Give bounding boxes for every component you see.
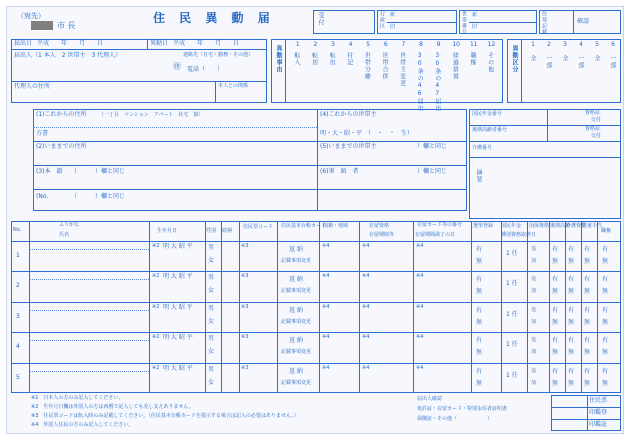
- table-subheader: 資格取得日: [511, 232, 537, 238]
- confirm-line: 保険証・その他（ ）: [417, 416, 493, 422]
- note-4: ※4: [322, 273, 330, 280]
- no-paren: （: [71, 193, 78, 200]
- move-category-label: 異動区分: [511, 45, 518, 73]
- flag-yes[interactable]: 有: [584, 246, 591, 253]
- flag-yes[interactable]: 有: [568, 367, 575, 375]
- table-header: 住民基本台帳カード: [281, 223, 327, 229]
- election-no[interactable]: 無: [476, 288, 483, 296]
- footnote: ※3 住民票コードは転入時のみ記載してください。（住民基本台帳カードを提示する場合は記入の必要はありません。）: [31, 413, 299, 419]
- sex-female[interactable]: 女: [208, 317, 215, 325]
- table-header: 国民年金: [501, 223, 522, 229]
- table-header: 介護資格: [566, 223, 587, 229]
- flag-no[interactable]: 無: [568, 318, 575, 326]
- flag-no[interactable]: 無: [584, 379, 591, 387]
- note-4: ※4: [322, 364, 330, 371]
- table-header: ふりがな: [59, 222, 80, 228]
- nhi-add2[interactable]: 加: [531, 288, 537, 295]
- notifier-label: 届出人（1 本人 2 世帯主 3 代理人）: [14, 52, 122, 59]
- pension-nin[interactable]: 1 任: [506, 250, 518, 257]
- flag-no[interactable]: 無: [568, 379, 575, 387]
- election-yes[interactable]: 有: [476, 337, 483, 345]
- notify-date-value[interactable]: 平成 年 月 日: [37, 40, 104, 47]
- flag-no[interactable]: 無: [584, 318, 591, 326]
- move-category-number: 2: [547, 41, 551, 48]
- note-3: ※3: [241, 273, 249, 280]
- move-event-item[interactable]: 職権: [469, 52, 476, 66]
- nhi-add2[interactable]: 加: [531, 318, 537, 325]
- flag-yes[interactable]: 有: [568, 246, 575, 253]
- move-date-value[interactable]: 平成 年 月 日: [173, 40, 240, 47]
- receipt-label: 受付: [317, 12, 324, 26]
- election-no[interactable]: 無: [476, 258, 483, 265]
- birth-era[interactable]: 明 大 昭 平: [163, 334, 193, 342]
- note-4: ※4: [416, 334, 424, 341]
- table-col-line: [205, 221, 206, 393]
- flag-no[interactable]: 無: [568, 258, 575, 265]
- flag-no[interactable]: 無: [602, 288, 609, 296]
- sex-male[interactable]: 男: [208, 274, 215, 282]
- flag-yes[interactable]: 有: [552, 337, 559, 345]
- table-col-line: [527, 221, 528, 393]
- row-number: 1: [16, 252, 20, 259]
- flag-no[interactable]: 無: [602, 349, 609, 357]
- confirm-line: 届出人確認: [417, 396, 443, 402]
- move-event-number: 8: [419, 41, 423, 48]
- move-category-item[interactable]: 一部: [577, 55, 584, 69]
- table-header: 氏名: [59, 232, 70, 238]
- note-4: ※4: [416, 303, 424, 310]
- move-category-number: 1: [531, 41, 535, 48]
- table-header: 在留カード等の番号: [417, 222, 463, 228]
- table-row-line: [11, 302, 621, 303]
- table-col-line: [277, 221, 278, 393]
- move-event-number: 3: [331, 41, 335, 48]
- katagaki-label: 方書: [36, 130, 49, 137]
- move-event-number: 5: [366, 41, 371, 48]
- form-sheet: [6, 6, 624, 434]
- table-header: 職権: [601, 228, 612, 234]
- pension-nin[interactable]: 1 任: [506, 341, 518, 349]
- furigana-line: [29, 279, 149, 280]
- birth-era[interactable]: 明 大 昭 平: [163, 303, 193, 311]
- move-event-item[interactable]: 転出: [328, 52, 336, 66]
- table-subheader: 種別: [501, 232, 512, 238]
- table-col-line: [221, 221, 222, 393]
- table-header: 生年月日: [157, 228, 178, 234]
- table-header: 児童手当: [582, 223, 603, 229]
- move-category-number: 3: [563, 41, 567, 48]
- hittousha-label: (6)筆 頭 者: [320, 168, 359, 175]
- birth-era[interactable]: 明 大 昭 平: [163, 243, 193, 250]
- sex-female[interactable]: 女: [208, 287, 215, 295]
- table-col-line: [501, 221, 502, 393]
- table-col-line: [149, 221, 150, 393]
- table-header: No.: [13, 227, 22, 233]
- table-header: 在留資格: [369, 223, 390, 229]
- ward-new: 新: [390, 12, 396, 18]
- move-category-number: 6: [611, 41, 615, 48]
- issue-item[interactable]: 印鑑登: [589, 409, 608, 416]
- flag-yes[interactable]: 有: [552, 306, 559, 314]
- flag-no[interactable]: 無: [602, 318, 609, 326]
- flag-no[interactable]: 無: [552, 379, 559, 387]
- sex-male[interactable]: 男: [208, 335, 215, 343]
- issue-item[interactable]: 印鑑証: [589, 421, 608, 428]
- flag-yes[interactable]: 有: [568, 306, 575, 314]
- note-4: ※4: [416, 243, 424, 249]
- row-number: 4: [16, 343, 20, 351]
- record-label: 住基記載: [541, 11, 547, 35]
- elder-no-label: 後期高齢者番号: [472, 127, 508, 133]
- pension-nin[interactable]: 1 任: [506, 310, 518, 318]
- table-header: 選挙登録: [473, 223, 494, 229]
- sex-female[interactable]: 女: [208, 348, 215, 356]
- table-col-line: [581, 221, 582, 393]
- sex-female[interactable]: 女: [208, 378, 215, 386]
- election-no[interactable]: 無: [476, 318, 483, 326]
- sex-male[interactable]: 男: [208, 244, 215, 251]
- card-change[interactable]: 記載事項変更: [281, 349, 312, 356]
- note-3: ※3: [241, 303, 249, 310]
- table-header: 住民票コード: [243, 224, 274, 230]
- table-col-line: [359, 221, 360, 393]
- note-4: ※4: [322, 334, 330, 341]
- flag-no[interactable]: 無: [552, 288, 559, 296]
- move-event-number: 10: [452, 41, 460, 48]
- table-header: 後期高齢: [550, 223, 571, 229]
- flag-no[interactable]: 無: [568, 288, 575, 296]
- table-col-line: [413, 221, 414, 393]
- card-issue-2: 交付: [591, 133, 602, 139]
- old-head-same: ）欄と同じ: [417, 143, 448, 150]
- flag-yes[interactable]: 有: [584, 367, 591, 375]
- table-header: 国籍・地域: [323, 223, 349, 229]
- move-event-item[interactable]: 転入: [293, 52, 300, 66]
- flag-no[interactable]: 無: [552, 349, 559, 357]
- move-category-number: 4: [579, 41, 583, 48]
- note-2: ※2: [152, 273, 160, 280]
- election-yes[interactable]: 有: [476, 367, 483, 375]
- move-category-item[interactable]: 一部: [545, 55, 552, 69]
- note-4: ※4: [322, 303, 330, 310]
- table-col-line: [565, 221, 566, 393]
- card-change[interactable]: 記載事項変更: [281, 288, 312, 295]
- note-4: ※4: [416, 273, 424, 280]
- move-event-item[interactable]: 世帯分離: [363, 52, 371, 80]
- furigana-line: [29, 371, 149, 372]
- footnote: ※4 外国人住民の方のみ記入してください。: [31, 422, 134, 428]
- flag-no[interactable]: 無: [584, 258, 591, 265]
- card-change[interactable]: 記載事項変更: [281, 318, 312, 325]
- card-return[interactable]: 返 納: [289, 306, 303, 314]
- note-3: ※3: [241, 334, 249, 341]
- note-3: ※3: [241, 364, 249, 371]
- sex-male[interactable]: 男: [208, 365, 215, 373]
- row-number: 5: [16, 373, 20, 381]
- no-same: ）欄と同じ: [95, 193, 126, 200]
- election-yes[interactable]: 有: [476, 246, 483, 253]
- card-return[interactable]: 返 納: [289, 276, 303, 284]
- honseki-label: (3)本 籍: [36, 168, 63, 175]
- nhi-add[interactable]: 追: [531, 337, 537, 344]
- issue-item[interactable]: 住民票: [589, 397, 608, 404]
- flag-yes[interactable]: 有: [568, 276, 575, 284]
- flag-yes[interactable]: 有: [552, 246, 559, 253]
- move-event-number: 1: [295, 41, 300, 48]
- election-no[interactable]: 無: [476, 349, 483, 357]
- honseki-same: ）欄と同じ: [95, 168, 126, 175]
- move-category-item[interactable]: 全: [529, 55, 536, 62]
- person-table: [11, 221, 621, 393]
- table-row-line: [11, 332, 621, 333]
- table-subheader: 在留期間等: [369, 232, 395, 238]
- nhi-add2[interactable]: 加: [531, 258, 537, 264]
- flag-yes[interactable]: 有: [584, 337, 591, 345]
- ward-label: 行政区: [379, 11, 385, 29]
- note-4: ※4: [362, 364, 370, 371]
- move-event-number: 12: [487, 41, 496, 48]
- move-events-label: 異動事由: [275, 45, 282, 73]
- birth-era[interactable]: 明 大 昭 平: [163, 364, 193, 372]
- note-4: ※4: [362, 334, 370, 341]
- election-yes[interactable]: 有: [476, 306, 483, 314]
- qual-cert-1: 資格証: [585, 110, 601, 116]
- addressee-prefix: （宛先）: [17, 12, 45, 20]
- new-head-era: 明・大・昭・平 （ ・ ・ 生）: [320, 130, 414, 137]
- move-event-item[interactable]: その他: [486, 52, 494, 73]
- table-col-line: [29, 221, 30, 393]
- note-4: ※4: [362, 243, 370, 249]
- new-head-label: (4)これからの世帯主: [320, 111, 377, 118]
- note-2: ※2: [152, 243, 160, 249]
- contact-label: 連絡先（自宅・勤務・その他）: [183, 52, 254, 58]
- move-category-item[interactable]: 一部: [609, 55, 616, 69]
- flag-yes[interactable]: 有: [602, 337, 609, 345]
- confirm-label: 確認: [577, 18, 590, 25]
- election-yes[interactable]: 有: [476, 276, 483, 284]
- furigana-line: [29, 340, 149, 341]
- table-row-line: [11, 363, 621, 364]
- page-title: 住 民 異 動 届: [153, 11, 275, 25]
- notify-date-label: 届出日: [14, 40, 33, 47]
- move-event-item[interactable]: 転居: [310, 52, 318, 66]
- sex-female[interactable]: 女: [208, 257, 215, 264]
- note-4: ※4: [416, 364, 424, 371]
- flag-yes[interactable]: 有: [602, 306, 609, 314]
- footnote: ※1 日本人の方のみ記入してください。: [31, 395, 124, 401]
- flag-no[interactable]: 無: [602, 258, 609, 265]
- row-number: 3: [16, 312, 20, 320]
- table-col-line: [471, 221, 472, 393]
- note-3: ※3: [241, 243, 249, 249]
- flag-yes[interactable]: 有: [584, 306, 591, 314]
- note-4: ※4: [362, 303, 370, 310]
- qual-cert-2: 資格証: [585, 126, 601, 132]
- move-event-number: 2: [313, 41, 318, 48]
- row-number: 2: [16, 282, 20, 290]
- flag-no[interactable]: 無: [552, 318, 559, 326]
- honseki-paren: （: [71, 168, 78, 175]
- move-category-number: 5: [595, 41, 599, 48]
- note-2: ※2: [152, 364, 160, 371]
- table-subheader: 在留期間満了の日: [415, 232, 456, 238]
- pension-no-label: 国民年金番号: [472, 111, 503, 117]
- table-col-line: [597, 221, 598, 393]
- care-no-label: 介護番号: [472, 145, 493, 151]
- nhi-add[interactable]: 追: [531, 246, 537, 252]
- move-event-item[interactable]: 世帯合併: [381, 52, 388, 80]
- move-category-item[interactable]: 全: [561, 55, 568, 62]
- move-event-item[interactable]: 30条の47届出: [433, 52, 441, 112]
- card-return[interactable]: 返 納: [289, 246, 303, 253]
- note-2: ※2: [152, 334, 160, 341]
- move-event-number: 9: [436, 41, 441, 48]
- card-return[interactable]: 返 納: [289, 367, 303, 375]
- flag-yes[interactable]: 有: [602, 367, 609, 375]
- new-address-hint: （一丁目 マンション アパート 社宅 寮）: [99, 112, 204, 118]
- table-col-line: [319, 221, 320, 393]
- flag-yes[interactable]: 有: [584, 276, 591, 284]
- move-date-label: 異動日: [150, 40, 169, 47]
- no-label: (No.: [36, 193, 49, 200]
- seal-icon: ㊞: [173, 62, 181, 71]
- flag-no[interactable]: 無: [584, 349, 591, 357]
- table-row-line: [11, 271, 621, 272]
- table-header: 性別: [206, 228, 217, 234]
- summary-label: 摘要: [475, 169, 482, 183]
- election-no[interactable]: 無: [476, 379, 483, 387]
- new-address-label: (1)これからの住所: [36, 111, 87, 118]
- move-event-item[interactable]: 付記: [345, 52, 353, 66]
- flag-yes[interactable]: 有: [552, 367, 559, 375]
- ward-old: 旧: [390, 24, 396, 30]
- household-old: 旧: [472, 24, 478, 30]
- household-new: 新: [472, 12, 478, 18]
- household-label: 世帯番号: [461, 11, 467, 35]
- flag-yes[interactable]: 有: [568, 337, 575, 345]
- move-event-item[interactable]: 30条の46届出: [416, 52, 424, 112]
- mayor-label: 市 長: [57, 21, 76, 30]
- move-event-item[interactable]: 世帯主変更: [398, 52, 406, 87]
- move-event-number: 11: [469, 41, 478, 48]
- table-header: 国保資格: [529, 223, 550, 229]
- nhi-add[interactable]: 追: [531, 306, 537, 313]
- card-return[interactable]: 返 納: [289, 337, 303, 345]
- nhi-add[interactable]: 追: [531, 367, 537, 374]
- move-event-number: 7: [401, 41, 406, 48]
- redacted-city: [31, 21, 53, 30]
- furigana-line: [29, 310, 149, 311]
- issue-box: [551, 395, 621, 431]
- flag-yes[interactable]: 有: [602, 276, 609, 284]
- table-col-line: [239, 221, 240, 393]
- old-head-label: (5)いままでの世帯主: [320, 143, 377, 150]
- flag-no[interactable]: 無: [602, 379, 609, 387]
- footnote: ※2 生年月日欄は外国人の方は西暦で記入しても差し支えありません。: [31, 404, 194, 410]
- sex-male[interactable]: 男: [208, 304, 215, 312]
- old-address-label: (2)いままでの住所: [36, 143, 87, 150]
- furigana-line: [29, 249, 149, 250]
- table-col-line: [549, 221, 550, 393]
- hittousha-same: ）欄と同じ: [417, 168, 448, 175]
- flag-no[interactable]: 無: [568, 349, 575, 357]
- card-issue-1: 交付: [591, 117, 602, 123]
- flag-yes[interactable]: 有: [602, 246, 609, 253]
- note-4: ※4: [362, 273, 370, 280]
- card-change[interactable]: 記載事項変更: [281, 258, 312, 264]
- proxy-address-label: 代理人の住所: [14, 83, 51, 90]
- relation-label: 本人との関係: [218, 83, 249, 89]
- birth-era[interactable]: 明 大 昭 平: [163, 273, 193, 281]
- table-header: 続柄: [222, 228, 233, 234]
- flag-no[interactable]: 無: [584, 288, 591, 296]
- nhi-add[interactable]: 追: [531, 276, 537, 283]
- card-change[interactable]: 記載事項変更: [281, 379, 312, 386]
- move-category-item[interactable]: 全: [593, 55, 600, 62]
- move-event-number: 6: [383, 41, 388, 48]
- note-4: ※4: [322, 243, 330, 249]
- move-event-item[interactable]: 経過措置: [451, 52, 459, 80]
- flag-yes[interactable]: 有: [552, 276, 559, 284]
- confirm-line: 免許証・在留カード・特別永住者証明書: [417, 406, 508, 412]
- move-event-number: 4: [348, 41, 353, 48]
- nhi-add2[interactable]: 加: [531, 349, 537, 356]
- phone-label[interactable]: 電話（ ）: [187, 66, 224, 73]
- flag-no[interactable]: 無: [552, 258, 559, 265]
- pension-nin[interactable]: 1 任: [506, 371, 518, 379]
- note-2: ※2: [152, 303, 160, 310]
- nhi-add2[interactable]: 加: [531, 379, 537, 386]
- pension-nin[interactable]: 1 任: [506, 280, 518, 288]
